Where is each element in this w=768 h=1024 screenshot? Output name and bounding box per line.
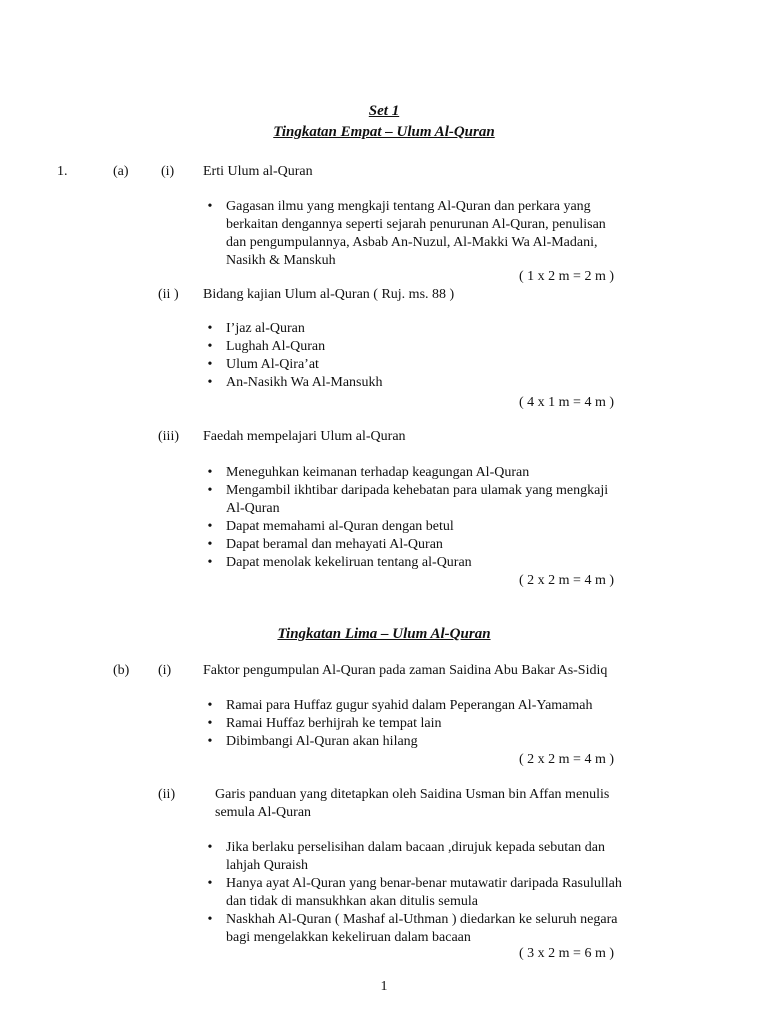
marks-a-i: ( 1 x 2 m = 2 m ) bbox=[519, 269, 614, 284]
bullet-icon: • bbox=[207, 199, 213, 214]
list-item: • Gagasan ilmu yang mengkaji tentang Al-Quran dan perkara yang berkaitan dengannya seperti sejarah penurunan Al-Quran, penulisan dan pengumpulannya, Asbab An-Nuzul, Al-Makki Wa Al-Madani, Nasikh & Manskuh bbox=[203, 198, 606, 270]
list-item: • Dapat memahami al-Quran dengan betul bbox=[203, 518, 608, 536]
sub-b-ii-prompt-line1: Garis panduan yang ditetapkan oleh Saidina Usman bin Affan menulis bbox=[215, 787, 610, 802]
bullet-icon: • bbox=[207, 321, 213, 336]
sub-b-ii-label: (ii) bbox=[158, 787, 176, 802]
marks-a-ii: ( 4 x 1 m = 4 m ) bbox=[519, 395, 614, 410]
marks-b-i: ( 2 x 2 m = 4 m ) bbox=[519, 752, 614, 767]
list-item: • An-Nasikh Wa Al-Mansukh bbox=[203, 374, 383, 392]
bullet-icon: • bbox=[207, 912, 213, 927]
page-number: 1 bbox=[380, 979, 388, 994]
sub-ii-prompt: Bidang kajian Ulum al-Quran ( Ruj. ms. 88 ) bbox=[203, 287, 455, 302]
sub-b-i-label: (i) bbox=[158, 663, 172, 678]
part-b-label: (b) bbox=[113, 663, 130, 678]
sub-b-i-prompt: Faktor pengumpulan Al-Quran pada zaman Saidina Abu Bakar As-Sidiq bbox=[203, 663, 608, 678]
list-item: • Dibimbangi Al-Quran akan hilang bbox=[203, 733, 593, 751]
bullet-icon: • bbox=[207, 375, 213, 390]
sub-i-answer-list bbox=[203, 198, 606, 270]
part-a-label: (a) bbox=[113, 164, 129, 179]
sub-i-label: (i) bbox=[161, 164, 175, 179]
bullet-icon: • bbox=[207, 716, 213, 731]
bullet-icon: • bbox=[207, 734, 213, 749]
list-item: • Hanya ayat Al-Quran yang benar-benar mutawatir daripada Rasulullah dan tidak di mansukhkan akan ditulis semula bbox=[203, 875, 622, 911]
sub-b-ii-prompt-line2: semula Al-Quran bbox=[215, 805, 312, 820]
bullet-icon: • bbox=[207, 555, 213, 570]
list-item: • Ramai para Huffaz gugur syahid dalam Peperangan Al-Yamamah bbox=[203, 697, 593, 715]
sub-i-prompt: Erti Ulum al-Quran bbox=[203, 164, 313, 179]
sub-ii-label: (ii ) bbox=[158, 287, 179, 302]
bullet-icon: • bbox=[207, 483, 213, 498]
list-item: • Dapat menolak kekeliruan tentang al-Quran bbox=[203, 554, 608, 572]
set-title: Set 1 bbox=[368, 103, 400, 119]
bullet-icon: • bbox=[207, 519, 213, 534]
bullet-icon: • bbox=[207, 465, 213, 480]
sub-b-i-answer-list bbox=[203, 697, 593, 751]
list-item: • Ramai Huffaz berhijrah ke tempat lain bbox=[203, 715, 593, 733]
bullet-icon: • bbox=[207, 357, 213, 372]
bullet-icon: • bbox=[207, 876, 213, 891]
sub-iii-label: (iii) bbox=[158, 429, 179, 444]
section-title-form5: Tingkatan Lima – Ulum Al-Quran bbox=[277, 626, 491, 642]
list-item: • Jika berlaku perselisihan dalam bacaan ,dirujuk kepada sebutan dan lahjah Quraish bbox=[203, 839, 622, 875]
list-item: • I’jaz al-Quran bbox=[203, 320, 383, 338]
sub-iii-prompt: Faedah mempelajari Ulum al-Quran bbox=[203, 429, 406, 444]
list-item: • Mengambil ikhtibar daripada kehebatan para ulamak yang mengkaji Al-Quran bbox=[203, 482, 608, 518]
list-item: • Dapat beramal dan mehayati Al-Quran bbox=[203, 536, 608, 554]
bullet-icon: • bbox=[207, 698, 213, 713]
sub-ii-answer-list bbox=[203, 320, 383, 392]
marks-a-iii: ( 2 x 2 m = 4 m ) bbox=[519, 573, 614, 588]
list-item: • Lughah Al-Quran bbox=[203, 338, 383, 356]
list-item: • Meneguhkan keimanan terhadap keagungan Al-Quran bbox=[203, 464, 608, 482]
bullet-icon: • bbox=[207, 840, 213, 855]
bullet-icon: • bbox=[207, 339, 213, 354]
section-title-form4: Tingkatan Empat – Ulum Al-Quran bbox=[273, 124, 495, 140]
sub-iii-answer-list bbox=[203, 464, 608, 572]
sub-b-ii-answer-list bbox=[203, 839, 622, 947]
question-number: 1. bbox=[57, 164, 68, 179]
bullet-icon: • bbox=[207, 537, 213, 552]
marks-b-ii: ( 3 x 2 m = 6 m ) bbox=[519, 946, 614, 961]
list-item: • Ulum Al-Qira’at bbox=[203, 356, 383, 374]
list-item: • Naskhah Al-Quran ( Mashaf al-Uthman ) diedarkan ke seluruh negara bagi mengelakkan kekeliruan dalam bacaan bbox=[203, 911, 622, 947]
